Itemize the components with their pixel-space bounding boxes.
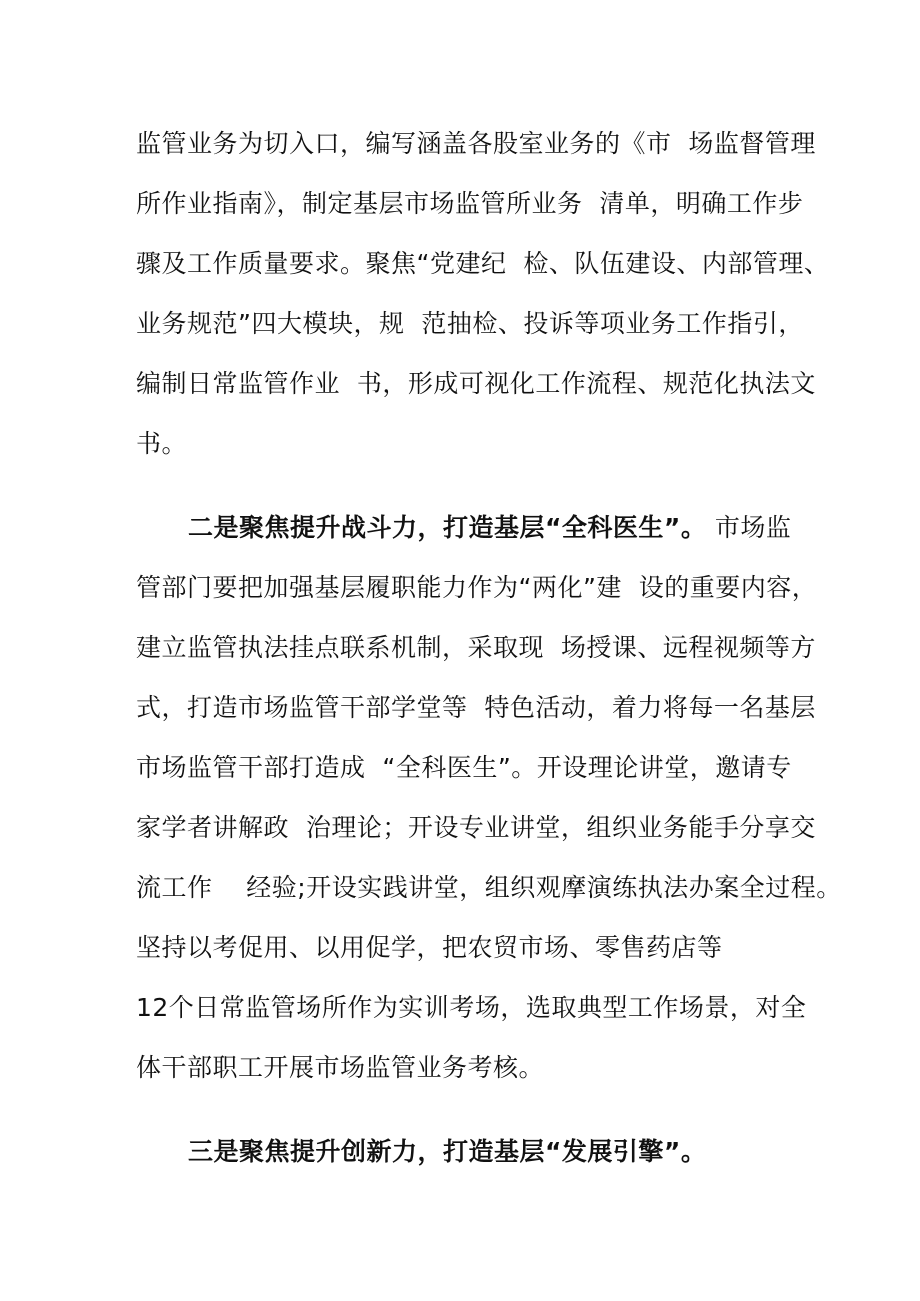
paragraph2-heading-rest: 市场监 — [706, 513, 792, 542]
paragraph2-line-4: 市场监管干部打造成 “全科医生”。开设理论讲堂，邀请专 — [136, 753, 792, 782]
paragraph1-line-1: 监管业务为切入口，编写涵盖各股室业务的《市 场监督管理 — [136, 129, 816, 158]
paragraph2-line-6: 流工作 经验;开设实践讲堂，组织观摩演练执法办案全过程。 — [136, 873, 842, 902]
paragraph2-line-5: 家学者讲解政 治理论；开设专业讲堂，组织业务能手分享交 — [136, 813, 816, 842]
paragraph2-heading: 二是聚焦提升战斗力，打造基层“全科医生”。 — [188, 513, 707, 542]
paragraph2-line-3: 式，打造市场监管干部学堂等 特色活动，着力将每一名基层 — [136, 693, 816, 722]
paragraph2-line-1: 管部门要把加强基层履职能力作为“两化”建 设的重要内容， — [136, 573, 818, 602]
paragraph1-line-2: 所作业指南》，制定基层市场监管所业务 清单，明确工作步 — [136, 189, 804, 218]
paragraph1-line-4: 业务规范”四大模块，规 范抽检、投诉等项业务工作指引， — [136, 309, 804, 338]
paragraph2-first-line — [188, 512, 828, 544]
paragraph2-line-8: 12个日常监管场所作为实训考场，选取典型工作场景，对全 — [136, 993, 807, 1022]
paragraph1-line-3: 骤及工作质量要求。聚焦“党建纪 检、队伍建设、内部管理、 — [136, 249, 830, 278]
paragraph2-line-7: 坚持以考促用、以用促学，把农贸市场、零售药店等 — [136, 933, 723, 962]
paragraph2-line-9: 体干部职工开展市场监管业务考核。 — [136, 1053, 545, 1082]
paragraph1-line-6: 书。 — [136, 429, 188, 458]
paragraph1-line-5: 编制日常监管作业 书，形成可视化工作流程、规范化执法文 — [136, 369, 816, 398]
paragraph3-heading: 三是聚焦提升创新力，打造基层“发展引擎”。 — [188, 1137, 707, 1166]
paragraph2-line-2: 建立监管执法挂点联系机制，采取现 场授课、远程视频等方 — [136, 633, 816, 662]
